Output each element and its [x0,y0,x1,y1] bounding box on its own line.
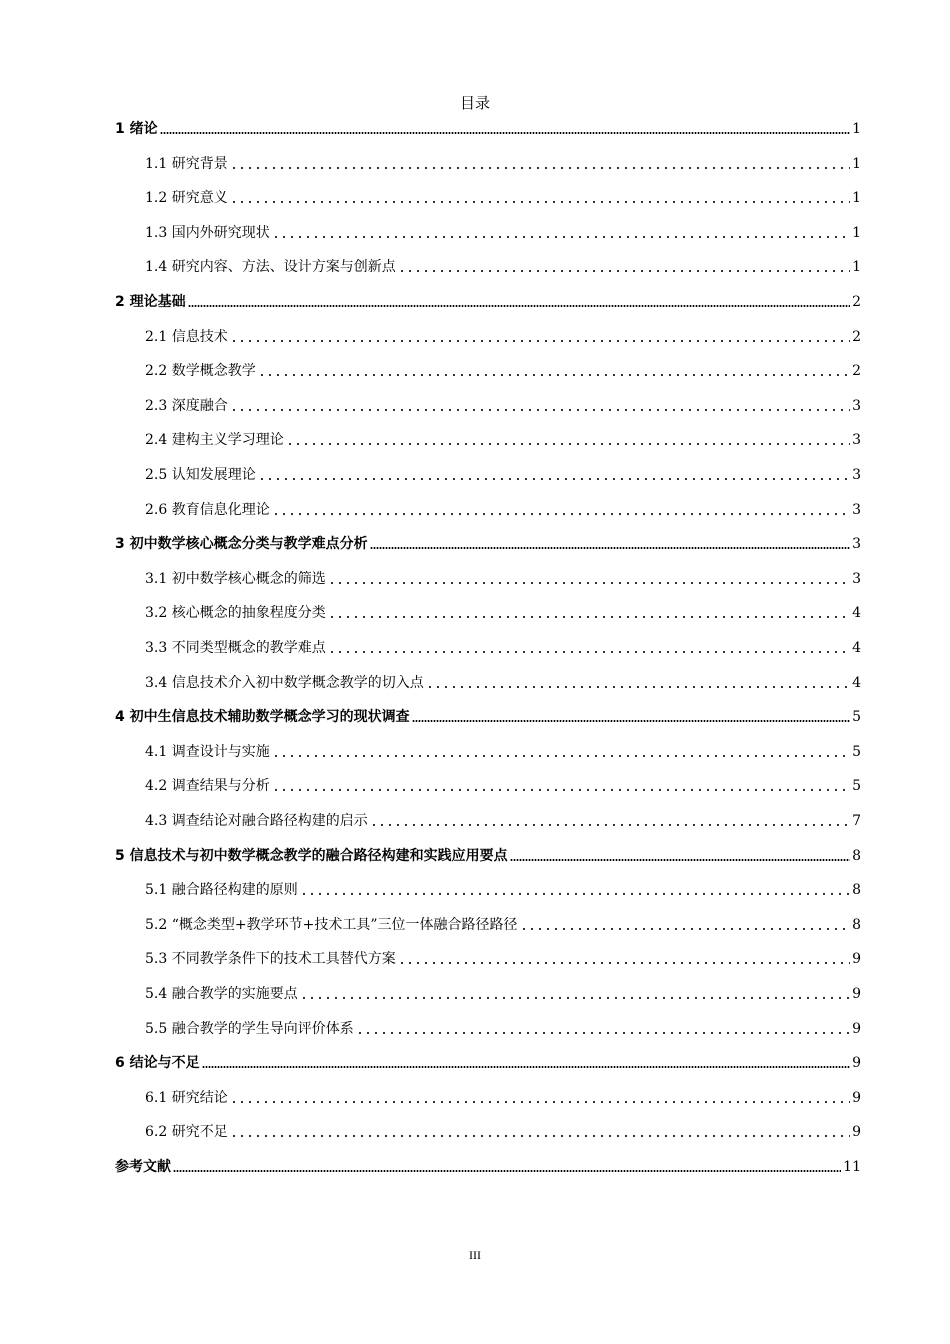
toc-section-entry[interactable] [145,810,861,832]
toc-entry-label: 5.5 融合教学的学生导向评价体系 [145,1021,354,1037]
toc-dot-leader [272,513,850,515]
toc-section-entry[interactable] [145,256,861,278]
toc-entry-page: 9 [852,1124,861,1140]
toc-dot-leader [510,859,850,861]
toc-entry-page: 8 [852,882,861,898]
toc-section-entry[interactable] [145,602,861,624]
toc-section-entry[interactable] [145,914,861,936]
toc-dot-leader [398,962,850,964]
toc-entry-page: 11 [843,1159,861,1175]
toc-dot-leader [412,720,850,722]
toc-entry-label: 4.3 调查结论对融合路径构建的启示 [145,813,368,829]
toc-entry-label: 3.4 信息技术介入初中数学概念教学的切入点 [145,675,424,691]
toc-entry-label: 2.5 认知发展理论 [145,467,256,483]
toc-dot-leader [356,1032,850,1034]
toc-entry-page: 1 [852,156,861,172]
toc-entry-label: 3.1 初中数学核心概念的筛选 [145,571,326,587]
toc-entry-label: 3.3 不同类型概念的教学难点 [145,640,326,656]
toc-entry-label: 2.6 教育信息化理论 [145,502,270,518]
toc-dot-leader [230,201,850,203]
toc-entry-page: 9 [852,986,861,1002]
toc-entry-page: 3 [852,502,861,518]
toc-entry-page: 9 [852,1055,861,1071]
toc-section-entry[interactable] [145,360,861,382]
toc-entry-page: 8 [852,848,861,864]
page-number: III [469,1248,481,1262]
toc-chapter-entry[interactable] [115,1156,861,1178]
toc-entry-page: 2 [852,329,861,345]
toc-dot-leader [328,582,850,584]
toc-entry-label: 参考文献 [115,1159,171,1175]
toc-section-entry[interactable] [145,879,861,901]
toc-dot-leader [258,374,850,376]
toc-dot-leader [370,824,850,826]
toc-chapter-entry[interactable] [115,118,861,140]
toc-dot-leader [328,616,850,618]
toc-dot-leader [202,1066,850,1068]
toc-section-entry[interactable] [145,672,861,694]
toc-section-entry[interactable] [145,983,861,1005]
toc-section-entry[interactable] [145,429,861,451]
toc-entry-label: 3.2 核心概念的抽象程度分类 [145,605,326,621]
toc-entry-label: 5.2 “概念类型+教学环节+技术工具”三位一体融合路径路径 [145,917,518,933]
toc-section-entry[interactable] [145,187,861,209]
toc-entry-page: 4 [852,605,861,621]
toc-entry-page: 4 [852,675,861,691]
toc-entry-page: 2 [852,294,861,310]
toc-entry-label: 5 信息技术与初中数学概念教学的融合路径构建和实践应用要点 [115,848,508,864]
toc-dot-leader [230,1101,850,1103]
toc-section-entry[interactable] [145,153,861,175]
toc-dot-leader [272,755,850,757]
toc-entry-page: 7 [852,813,861,829]
toc-dot-leader [188,305,850,307]
toc-chapter-entry[interactable] [115,845,861,867]
toc-entry-page: 3 [852,571,861,587]
toc-chapter-entry[interactable] [115,706,861,728]
toc-dot-leader [520,928,851,930]
toc-entry-page: 3 [852,536,861,552]
toc-section-entry[interactable] [145,499,861,521]
toc-chapter-entry[interactable] [115,533,861,555]
toc-dot-leader [173,1170,841,1172]
toc-entry-label: 1.4 研究内容、方法、设计方案与创新点 [145,259,396,275]
toc-entry-label: 1.2 研究意义 [145,190,228,206]
toc-dot-leader [272,236,850,238]
toc-dot-leader [398,270,850,272]
toc-dot-leader [230,1135,850,1137]
toc-section-entry[interactable] [145,1121,861,1143]
toc-dot-leader [160,132,850,134]
toc-entry-label: 2.4 建构主义学习理论 [145,432,284,448]
toc-dot-leader [300,997,850,999]
toc-entry-label: 4 初中生信息技术辅助数学概念学习的现状调查 [115,709,410,725]
toc-dot-leader [230,167,850,169]
toc-entry-label: 1.1 研究背景 [145,156,228,172]
toc-dot-leader [370,547,850,549]
toc-entry-label: 1 绪论 [115,121,158,137]
toc-entry-label: 2 理论基础 [115,294,186,310]
toc-entry-page: 9 [852,1090,861,1106]
toc-entry-label: 6.1 研究结论 [145,1090,228,1106]
toc-dot-leader [300,893,850,895]
toc-entry-page: 3 [852,398,861,414]
toc-entry-page: 3 [852,432,861,448]
toc-section-entry[interactable] [145,948,861,970]
toc-section-entry[interactable] [145,464,861,486]
toc-section-entry[interactable] [145,1018,861,1040]
toc-entry-label: 4.2 调查结果与分析 [145,778,270,794]
toc-entry-page: 9 [852,951,861,967]
toc-entry-page: 9 [852,1021,861,1037]
toc-dot-leader [230,340,850,342]
toc-entry-label: 6.2 研究不足 [145,1124,228,1140]
toc-section-entry[interactable] [145,222,861,244]
toc-section-entry[interactable] [145,1087,861,1109]
toc-entry-page: 1 [852,225,861,241]
toc-chapter-entry[interactable] [115,291,861,313]
toc-entry-label: 6 结论与不足 [115,1055,200,1071]
toc-entry-page: 2 [852,363,861,379]
toc-dot-leader [328,651,850,653]
toc-entry-page: 1 [852,259,861,275]
toc-section-entry[interactable] [145,637,861,659]
toc-entry-page: 5 [852,744,861,760]
toc-entry-label: 2.1 信息技术 [145,329,228,345]
toc-section-entry[interactable] [145,568,861,590]
toc-section-entry[interactable] [145,326,861,348]
toc-entry-label: 3 初中数学核心概念分类与教学难点分析 [115,536,368,552]
toc-entry-page: 1 [852,190,861,206]
toc-section-entry[interactable] [145,395,861,417]
toc-dot-leader [230,409,850,411]
toc-title: 目录 [459,94,490,112]
toc-entry-page: 5 [852,778,861,794]
toc-dot-leader [258,478,850,480]
toc-entry-page: 8 [852,917,861,933]
toc-entry-page: 1 [852,121,861,137]
toc-chapter-entry[interactable] [115,1052,861,1074]
toc-dot-leader [426,686,850,688]
toc-entry-page: 5 [852,709,861,725]
toc-entry-page: 3 [852,467,861,483]
toc-entry-label: 4.1 调查设计与实施 [145,744,270,760]
toc-dot-leader [272,789,850,791]
toc-entry-label: 5.1 融合路径构建的原则 [145,882,298,898]
toc-section-entry[interactable] [145,741,861,763]
toc-dot-leader [286,443,850,445]
toc-entry-page: 4 [852,640,861,656]
toc-entry-label: 2.2 数学概念教学 [145,363,256,379]
toc-entry-label: 2.3 深度融合 [145,398,228,414]
toc-entry-label: 5.4 融合教学的实施要点 [145,986,298,1002]
toc-entry-label: 5.3 不同教学条件下的技术工具替代方案 [145,951,396,967]
toc-section-entry[interactable] [145,775,861,797]
toc-entry-label: 1.3 国内外研究现状 [145,225,270,241]
